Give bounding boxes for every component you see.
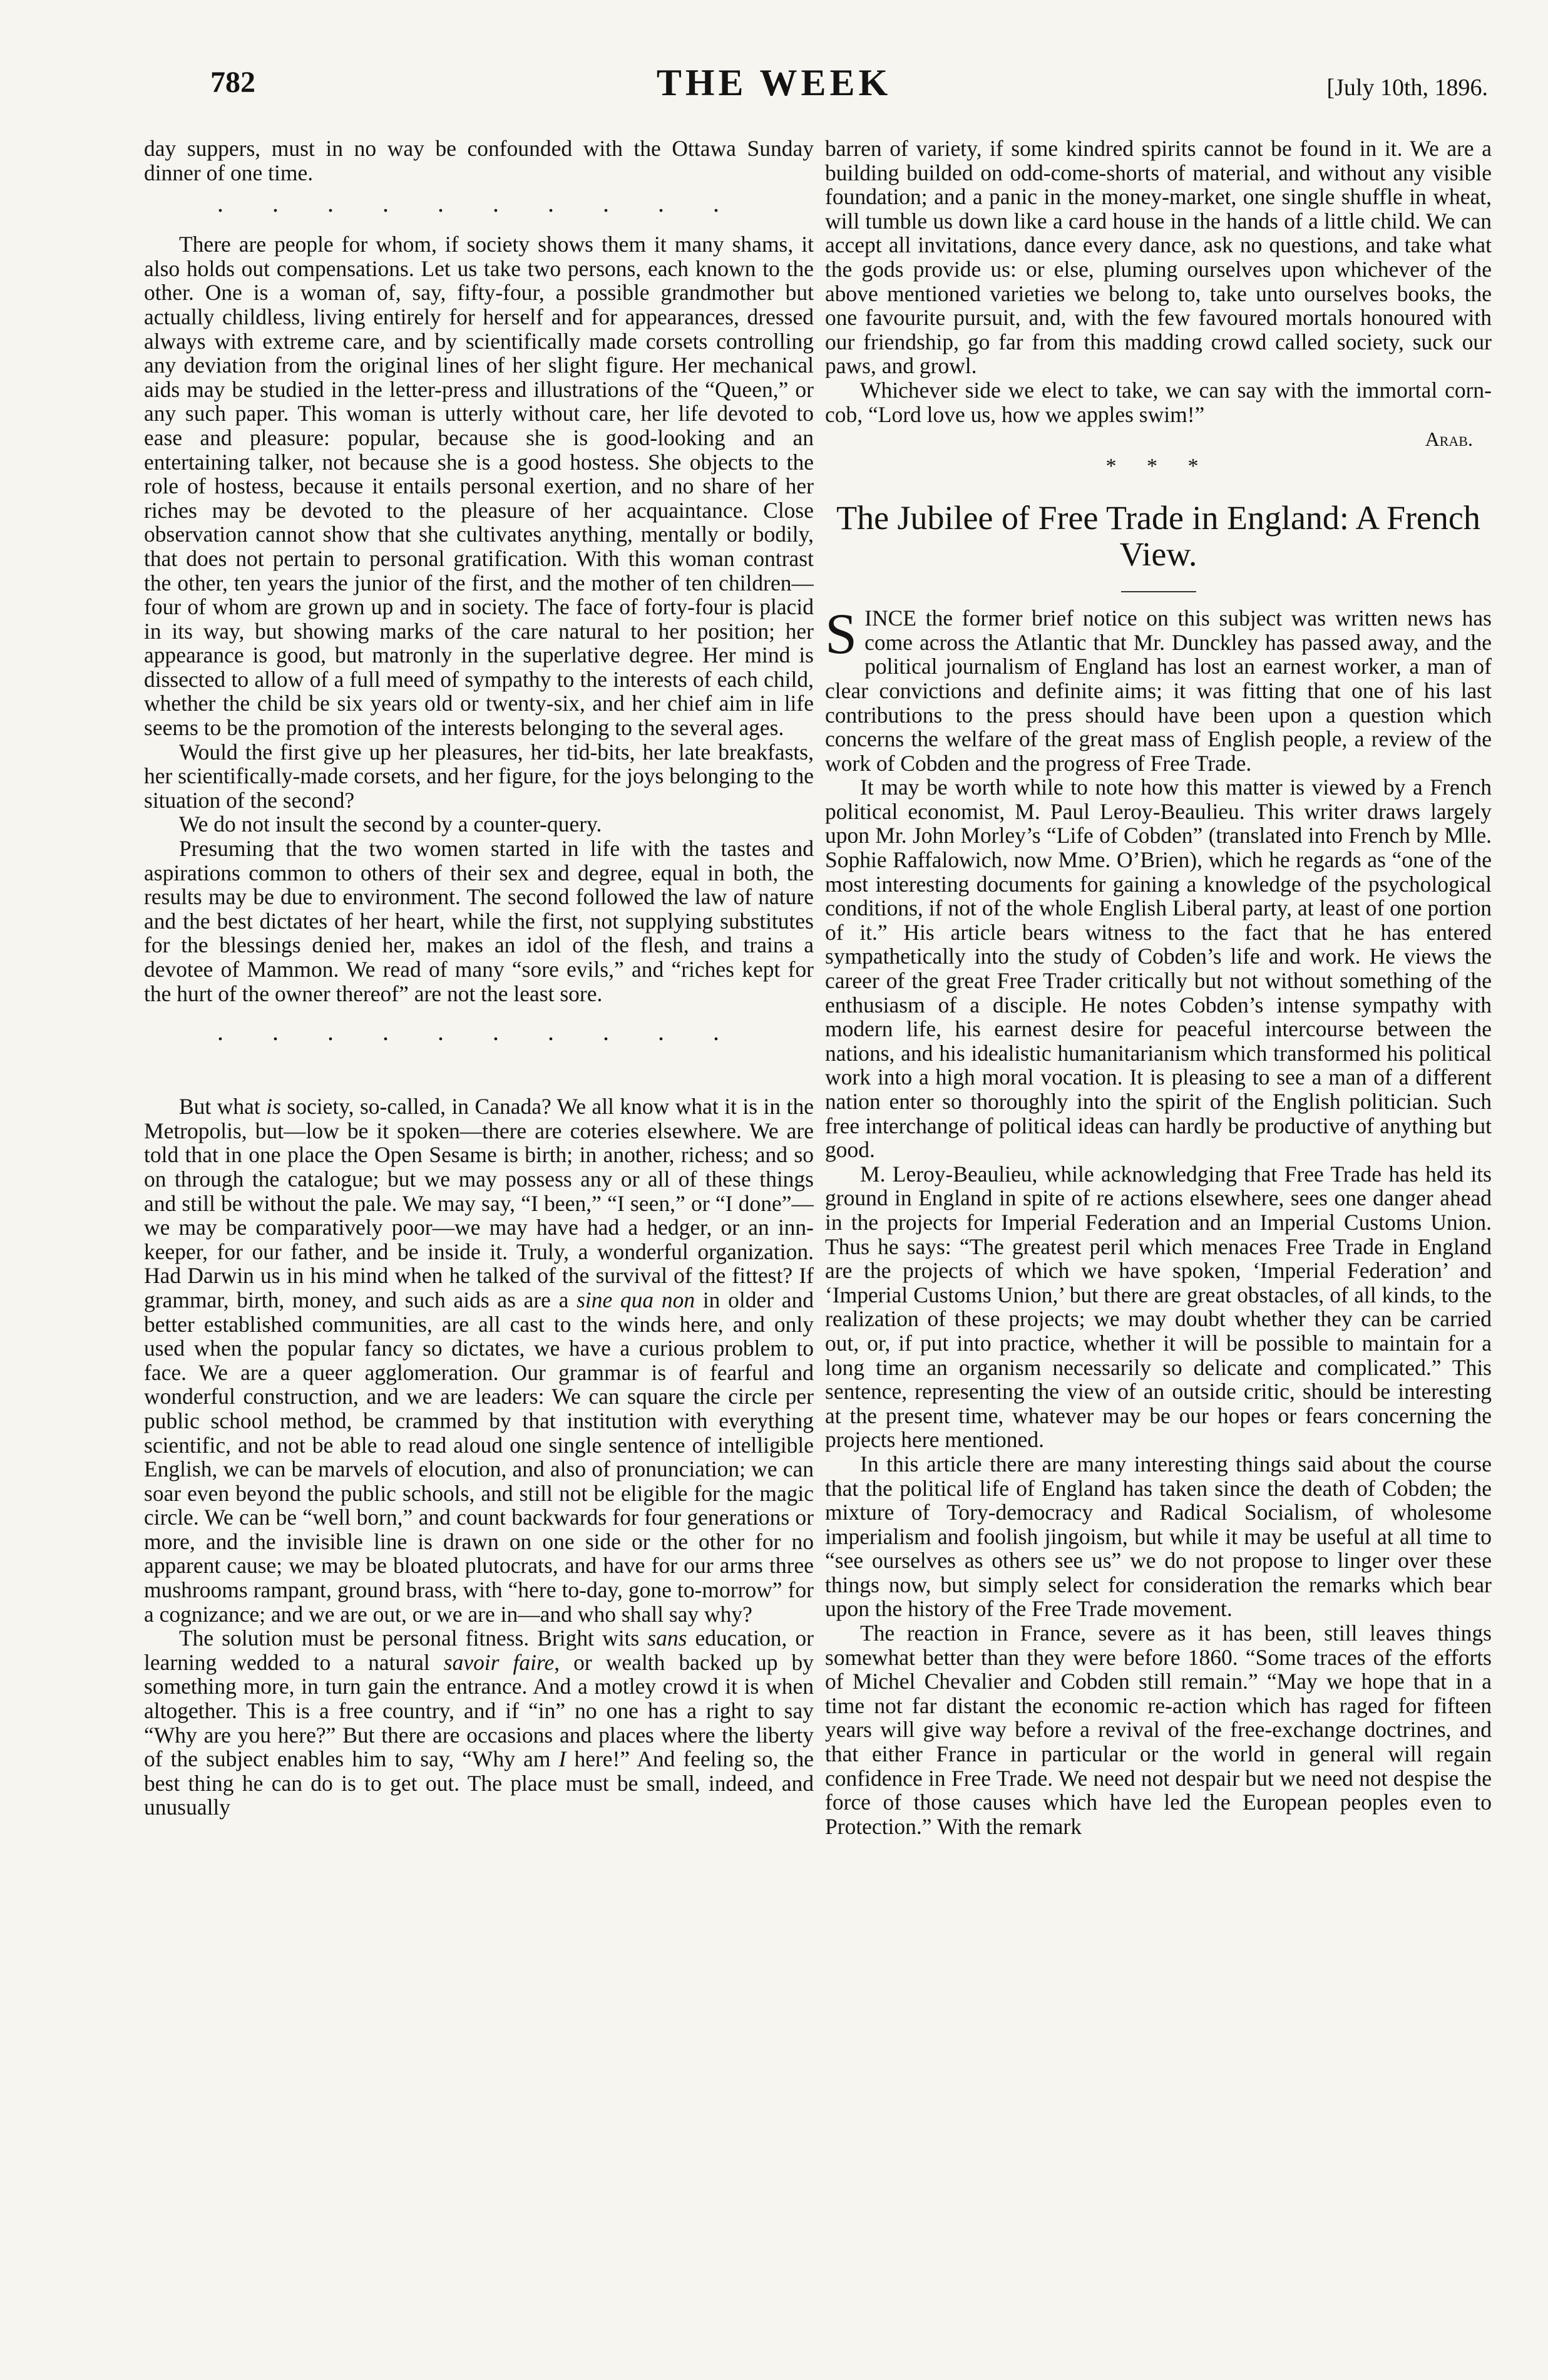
emphasis: is: [266, 1094, 281, 1120]
paragraph: [144, 1095, 814, 1626]
text: , or wealth backed up by something more, in turn gain the entrance. And a motley crowd it is when altogether. This is a free country, and if “in” no one has a right to say “Why are you here?” But there are occasions and places where the liberty of the subject enables him to say, “Why am: [144, 1649, 814, 1772]
paragraph: day suppers, must in no way be confounded with the Ottawa Sunday dinner of one time.: [144, 137, 814, 185]
emphasis: sine qua non: [577, 1287, 695, 1312]
left-column: [144, 137, 814, 2341]
article-separator: * * *: [1105, 455, 1211, 478]
paragraph: barren of variety, if some kindred spirits cannot be found in it. We are a building builded on odd-come-shorts of material, and without any visible foundation; and a panic in the money-market, one single shuffle in wheat, will tumble us down like a card house in the hands of a little child. We can accept all invitations, dance every dance, ask no questions, and take what the gods provide us: or else, pluming ourselves upon whichever of the above mentioned varieties we belong to, take unto ourselves books, the one favourite pursuit, and, with the few favoured mortals honoured with our friendship, go far from this madding crowd called society, suck our paws, and growl.: [825, 137, 1492, 379]
paragraph: [144, 1626, 814, 1820]
paragraph: Presuming that the two women started in life with the tastes and aspirations common to others of their sex and degree, equal in both, the results may be due to environment. The second followed the law of nature and the best dictates of her heart, while the first, not supplying substitutes for the blessings denied her, makes an idol of the flesh, and trains a devotee of Mammon. We read of many “sore evils,” and “riches kept for the hurt of the owner thereof” are not the least sore.: [144, 836, 814, 1006]
paragraph: M. Leroy-Beaulieu, while acknowledging that Free Trade has held its ground in England in spite of re actions elsewhere, sees one danger ahead in the projects for Imperial Federation and an Imperial Customs Union. Thus he says: “The greatest peril which menaces Free Trade in England are the projects of which we have spoken, ‘Imperial Federation’ and ‘Imperial Customs Union,’ but there are great obstacles, of all kinds, to the realization of these projects; we may doubt whether they can be carried out, or, if put into practice, whether it will be possible to maintain for a long time an organism necessarily so delicate and complicated.” This sentence, representing the view of an outside critic, should be interesting at the present time, whatever may be our hopes or fears concerning the projects here mentioned.: [825, 1161, 1492, 1453]
text: here!” And feeling so, the best thing he can do is to get out. The place must be small, indeed, and unusually: [144, 1746, 814, 1820]
paragraph: It may be worth while to note how this matter is viewed by a French political economist, M. Paul Leroy-Beaulieu. This writer draws largely upon Mr. John Morley’s “Life of Cobden” (translated into French by Mlle. Sophie Raffalowich, now Mme. O’Brien), which he regards as “one of the most interesting documents for gaining a knowledge of the psychological conditions, if not of the whole English Liberal party, at least of one portion of it.” His article bears witness to the fact that he has entered sympathetically into the study of Cobden’s life and work. He views the career of the great Free Trader critically but not without something of the enthusiasm of a disciple. He notes Cobden’s intense sympathy with modern life, his earnest desire for peaceful intercourse between the nations, and his idealistic humanitarianism which transformed his political work into a high moral vocation. It is pleasing to see a man of a different nation enter so thoroughly into the spirit of the English politician. Such free interchange of political ideas can hardly be productive of anything but good.: [825, 775, 1492, 1163]
right-column: [825, 137, 1492, 2341]
issue-date: [July 10th, 1896.: [1326, 75, 1488, 101]
text: The solution must be personal fitness. Bright wits: [179, 1625, 648, 1651]
text: education, or learning wedded to a natural: [144, 1625, 814, 1675]
emphasis: I: [558, 1746, 566, 1772]
journal-title: THE WEEK: [656, 62, 892, 103]
emphasis: savoir faire: [443, 1649, 555, 1675]
paragraph: The reaction in France, severe as it has been, still leaves things somewhat better than they were before 1860. “Some traces of the efforts of Michel Chevalier and Cobden still remain.” “May we hope that in a time not far distant the economic re-action which has raged for fifteen years will give way before a revival of the free-exchange doctrines, and that either France in particular or the world in general will regain confidence in Free Trade. We need not despair but we need not despise the force of those causes which have led the European peoples even to Protection.” With the remark: [825, 1620, 1492, 1839]
article-title: The Jubilee of Free Trade in England: A French View.: [836, 499, 1480, 574]
author-signature: Arab.: [1425, 428, 1473, 451]
paragraph: [825, 602, 1492, 776]
paragraph: There are people for whom, if society shows them it many shams, it also holds out compensations. Let us take two persons, each known to the other. One is a woman of, say, fifty-four, a possible grandmother but actually childless, living entirely for herself and for appearances, dressed always with extreme care, and by scientifically made corsets controlling any deviation from the original lines of her slight figure. Her mechanical aids may be studied in the letter-press and illustrations of the “Queen,” or any such paper. This woman is utterly without care, her life devoted to ease and pleasure: popular, because she is good-looking and an entertaining talker, not because she is a good hostess. She objects to the role of hostess, because it entails personal exertion, and no share of her riches may be devoted to the pleasure of her acquaintance. Close observation cannot show that she cultivates anything, mentally or bodily, that does not pertain to personal gratification. With this woman contrast the other, ten years the junior of the first, and the mother of ten children—four of whom are grown up and in society. The face of forty-four is placid in its way, but showing marks of the care natural to her position; her appearance is good, but matronly in the superlative degree. Her mind is dissected to allow of a full meed of sympathy to the interests of each child, whether the child be six years old or twenty-six, and her chief aim in life seems to be the promotion of the interests belonging to the several ages.: [144, 232, 814, 741]
page-number: 782: [210, 66, 255, 99]
paragraph: Would the first give up her pleasures, her tid-bits, her late breakfasts, her scientifically-made corsets, and her figure, for the joys belonging to the situation of the second?: [144, 739, 814, 813]
emphasis: sans: [647, 1625, 687, 1651]
title-rule: [1121, 591, 1196, 592]
paragraph: In this article there are many interesting things said about the course that the political life of England has taken since the death of Cobden; the mixture of Tory-democracy and Radical Socialism, of wholesome imperialism and foolish jingoism, but while it may be useful at all time to “see ourselves as others see us” we do not propose to linger over these things now, but simply select for consideration the remarks which bear upon the history of the Free Trade movement.: [825, 1451, 1492, 1622]
section-separator: . . . . . . . . . .: [217, 189, 741, 218]
paragraph: We do not insult the second by a counter-query.: [179, 811, 602, 837]
text: But what: [179, 1094, 267, 1120]
section-separator: . . . . . . . . . .: [217, 1017, 741, 1046]
page-header: [0, 62, 1548, 115]
paragraph: Whichever side we elect to take, we can say with the immortal corn-cob, “Lord love us, how we apples swim!”: [825, 377, 1492, 427]
text: society, so-called, in Canada? We all know what it is in the Metropolis, but—low be it spoken—there are coteries elsewhere. We are told that in one place the Open Sesame is birth; in another, richess; and so on through the catalogue; but we may possess any or all of these things and still be without the pale. We may say, “I been,” “I seen,” or “I done”—we may be comparatively poor—we may have had a hedger, or an inn-keeper, for our father, and be inside it. Truly, a wonderful organization. Had Darwin us in his mind when he talked of the survival of the fittest? If grammar, birth, money, and such aids as are a: [144, 1094, 814, 1312]
text: INCE the former brief notice on this subject was written news has come across the Atlantic that Mr. Dunckley has passed away, and the political journalism of England has lost an earnest worker, a man of clear convictions and definite aims; it was fitting that one of his last contributions to the press should have been upon a question which concerns the welfare of the great mass of English people, a review of the work of Cobden and the progress of Free Trade.: [825, 605, 1492, 776]
text: in older and better established communities, are all cast to the winds here, and only used when the popular fancy so dictates, we have a curious problem to face. We are a queer agglomeration. Our grammar is of fearful and wonderful construction, and we are leaders: We can square the circle per public school method, be crammed by that institution with everything scientific, and not be able to read aloud one single sentence of intelligible English, we can be marvels of elocution, and also of pronunciation; we can soar even beyond the public schools, and still not be eligible for the magic circle. We can be “well born,” and count backwards for four generations or more, and the invisible line is drawn on one side or the other for no apparent cause; we may be bloated plutocrats, and have for our arms three mushrooms rampant, ground brass, with “here to-day, gone to-morrow” for a cognizance; and we are out, or we are in—and who shall say why?: [144, 1287, 814, 1627]
drop-cap: S: [825, 602, 858, 666]
